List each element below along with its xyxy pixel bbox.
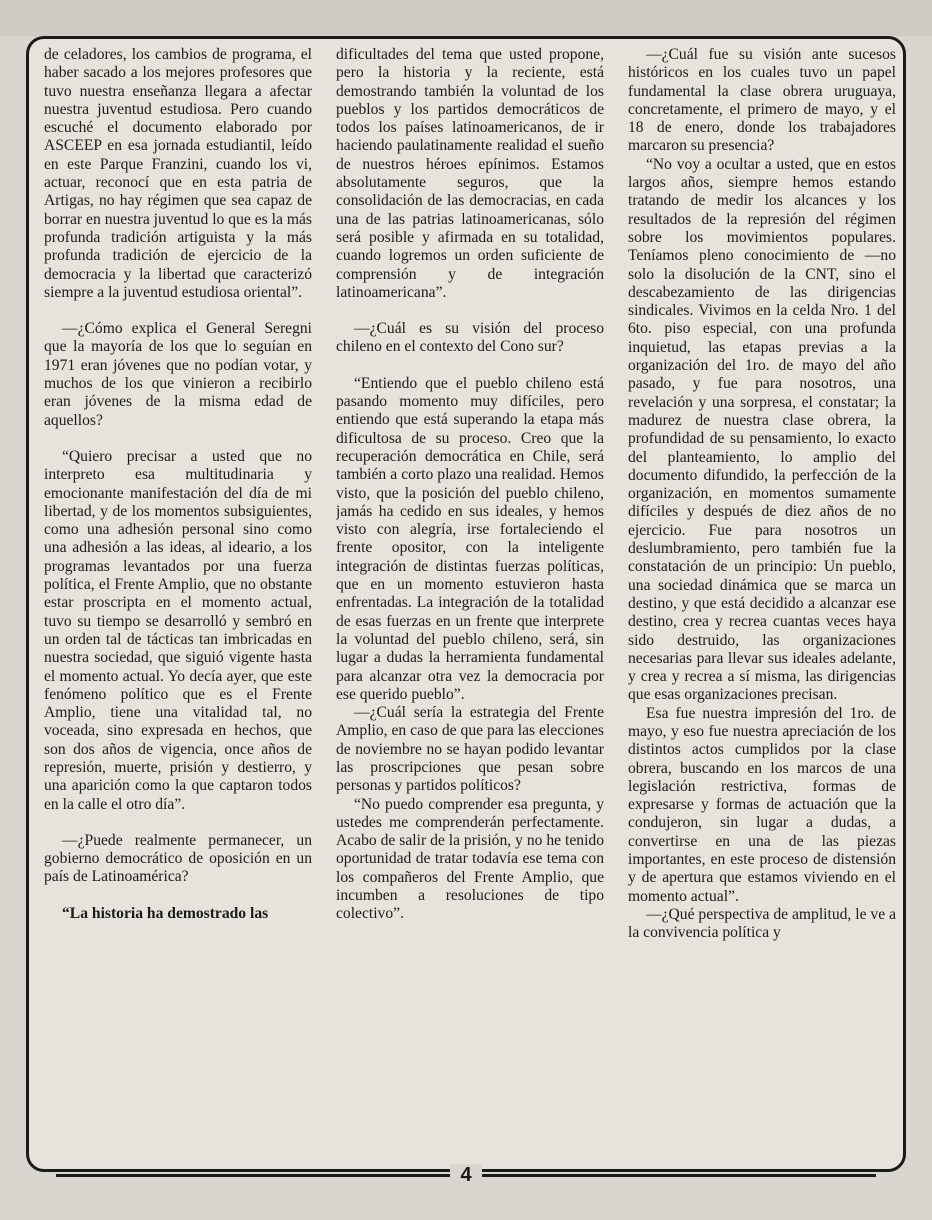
interview-question: —¿Cuál sería la estrategia del Frente Amplio, en caso de que para las elecciones de noviembre no se hayan podido levantar las proscripciones que pesan sobre personas y partidos políticos? bbox=[336, 704, 604, 795]
article-columns bbox=[44, 46, 896, 1158]
paragraph: “No puedo comprender esa pregunta, y ustedes me comprenderán perfectamente. Acabo de salir de la prisión, y no he tenido oportunidad de tratar todavía ese tema con los compañeros del Frente Amplio, que incumben a resoluciones de tipo colectivo”. bbox=[336, 795, 604, 923]
paragraph: “La historia ha demostrado las bbox=[62, 904, 269, 922]
interview-question: —¿Cuál es su visión del proceso chileno en el contexto del Cono sur? bbox=[336, 320, 604, 356]
column-2 bbox=[336, 46, 604, 1158]
page-footer bbox=[26, 1160, 906, 1190]
footer-rule-right bbox=[476, 1174, 876, 1177]
paragraph: Esa fue nuestra impresión del 1ro. de mayo, y eso fue nuestra apreciación de los distintos actos cumplidos por la clase obrera, buscando en los marcos de una legislación restrictiva, formas de expresarse y formas de actuación que la condujeron, sin lugar a dudas, a convertirse en una de las piezas importantes, en este proceso de distensión y de apertura que estamos viviendo en el momento actual”. bbox=[628, 704, 896, 905]
column-3 bbox=[628, 46, 896, 1158]
paragraph: “Quiero precisar a usted que no interpreto esa multitudinaria y emocionante manifestación del día de mi libertad, y de los momentos subsiguientes, como una adhesión personal sino como una adhesión a las ideas, al ideario, a los programas levantados por una fuerza política, el Frente Amplio, que no obstante estar proscripta en el momento actual, tuvo su tiempo se desarrolló y sembró en un orden tal de tácticas tan imbricadas en nuestra sociedad, que siguió vigente hasta el momento actual. Yo decía ayer, que este fenómeno político que es el Frente Amplio, tiene una vitalidad tal, no voceada, sino expresada en hechos, que son dos años de vigencia, once años de represión, muerte, prisión y destierro, y una aparición como la que captaron todos en la calle el otro día”. bbox=[44, 447, 312, 813]
footer-rule-left bbox=[56, 1174, 456, 1177]
interview-question: —¿Qué perspectiva de amplitud, le ve a la convivencia política y bbox=[628, 905, 896, 942]
paragraph: dificultades del tema que usted propone, pero la historia y la reciente, está demostrando también la voluntad de los pueblos y los partidos democráticos de todos los países latinoamericanos, de ir haciendo paulatinamente realidad el sueño de nuestros héroes epínimos. Estamos absolutamente seguros, que la consolidación de las democracias, en cada una de las patrias latinoamericanas, sólo será posible y afirmada en su totalidad, cuando logremos un orden suficiente de comprensión y de integración latinoamericana”. bbox=[336, 46, 604, 301]
paragraph: de celadores, los cambios de programa, el haber sacado a los mejores profesores que tuvo nuestra enseñanza llegara a afectar nuestra juventud estudiosa. Pero cuando escuché el documento elaborado por ASCEEP en esa jornada estudiantil, leído en este Parque Franzini, cuando los vi, actuar, reconocí que en esta patria de Artigas, no hay régimen que sea capaz de borrar en nuestra juventud lo que es la más profunda tradición artiguista y la más profunda tradición de ejercicio de la democracia y la libertad que caracterizó siempre a la juventud estudiosa oriental”. bbox=[44, 46, 312, 301]
previous-page-bleed bbox=[0, 0, 932, 36]
interview-question: —¿Cómo explica el General Seregni que la mayoría de los que lo seguían en 1971 eran jóvenes que no podían votar, y muchos de los que vinieron a recibirlo eran jóvenes de la misma edad de aquellos? bbox=[44, 320, 312, 429]
paragraph: “Entiendo que el pueblo chileno está pasando momento muy difíciles, pero entiendo que está superando la etapa más dificultosa de su proceso. Creo que la recuperación democrática en Chile, será también a corto plazo una realidad. Hemos visto, que la posición del pueblo chileno, jamás ha cedido en sus ideales, y hemos visto con alegría, irse fortaleciendo el frente opositor, con la inteligente integración de distintas fuerzas políticas, que en un momento estuvieron hasta enfrentadas. La integración de la totalidad de esas fuerzas en un frente que interprete la voluntad del pueblo chileno, será, sin lugar a dudas la herramienta fundamental para alcanzar otra vez la democracia por ese querido pueblo”. bbox=[336, 374, 604, 703]
column-1 bbox=[44, 46, 312, 1158]
page-number: 4 bbox=[450, 1164, 481, 1187]
paragraph: “No voy a ocultar a usted, que en estos largos años, siempre hemos estando tratando de medir los alcances y los resultados de la represión del régimen sobre los movimientos populares. Teníamos pleno conocimiento de —no solo la disolución de la CNT, sino el descabezamiento de las dirigencias sindicales. Vivimos en la celda Nro. 1 del 6to. piso especial, con una profunda inquietud, las etapas previas a la organización del 1ro. de mayo del año pasado, y fue para nosotros, una revelación y una sorpresa, el constatar; la madurez de nuestra clase obrera, la profundidad de su pensamiento, lo exacto del planteamiento, lo amplio del documento difundido, la perfección de la organización, en momentos sumamente difíciles y después de diez años de no ejercicio. Fue para nosotros un deslumbramiento, pero también fue la constatación de un principio: Un pueblo, una sociedad dinámica que se marca un destino, y que está decidido a alcanzar ese destino, crea y recrea cuantas veces haya sido destruido, las organizaciones necesarias para llevar sus ideales adelante, y crea y recrea a sí misma, las dirigencias que esas organizaciones precisan. bbox=[628, 155, 896, 704]
interview-question: —¿Puede realmente permanecer, un gobierno democrático de oposición en un país de Latinoamérica? bbox=[44, 831, 312, 886]
interview-question: —¿Cuál fue su visión ante sucesos históricos en los cuales tuvo un papel fundamental la clase obrera uruguaya, concretamente, el primero de mayo, y el 18 de enero, donde los trabajadores marcaron su presencia? bbox=[628, 46, 896, 155]
